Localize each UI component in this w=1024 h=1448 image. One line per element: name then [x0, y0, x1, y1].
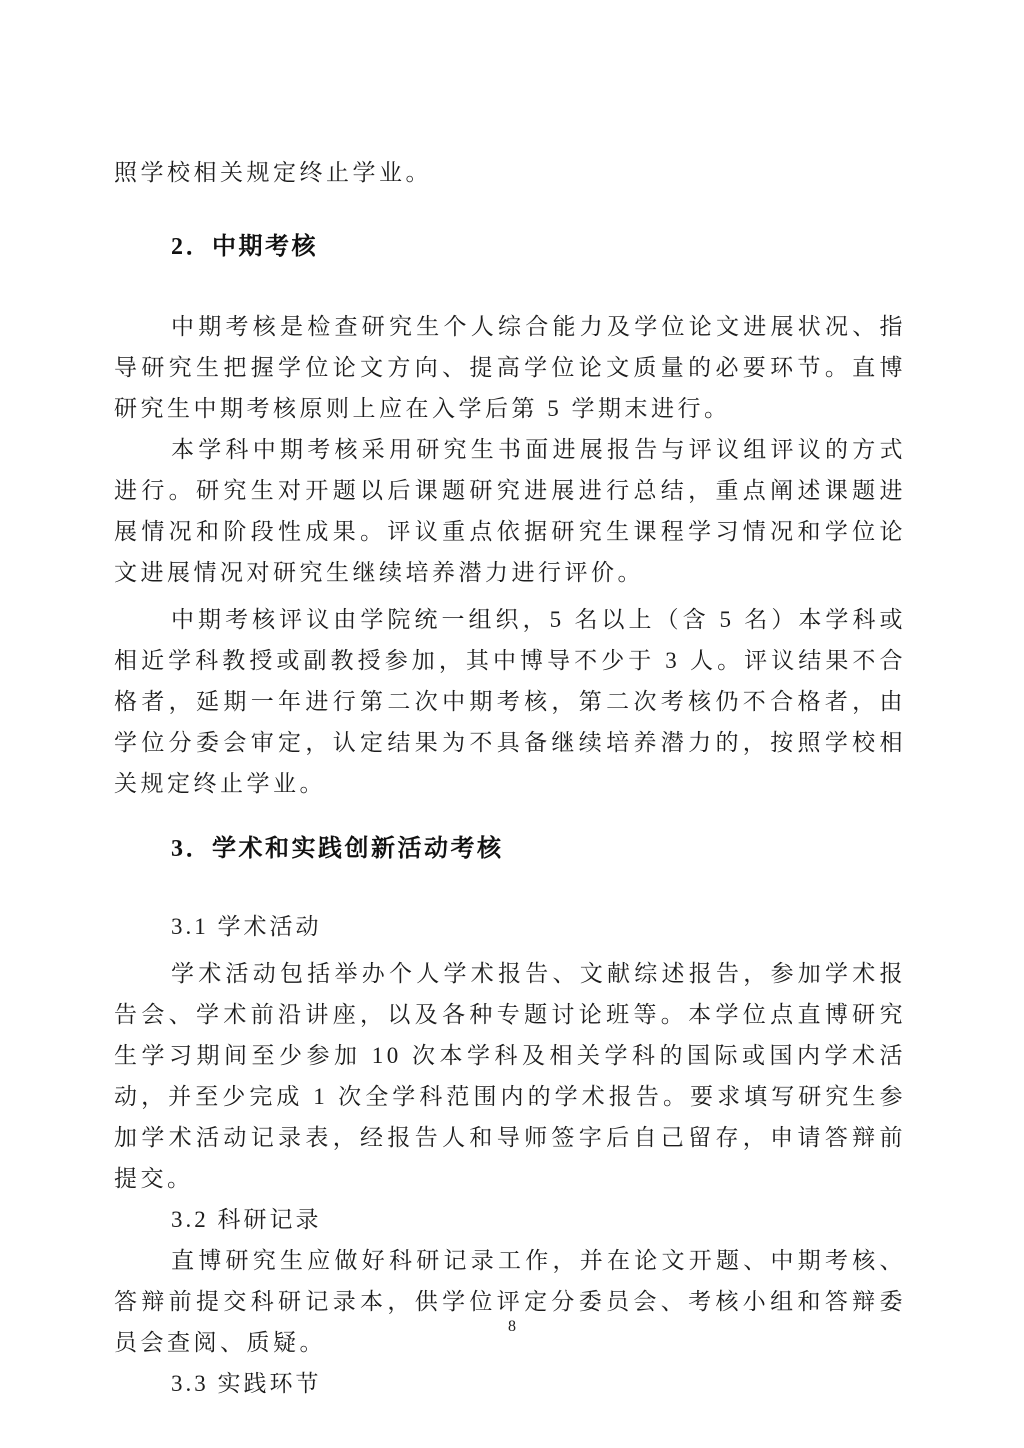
page-content [114, 152, 906, 1404]
section-2-paragraph-1: 中期考核是检查研究生个人综合能力及学位论文进展状况、指导研究生把握学位论文方向、提高学位论文质量的必要环节。直博研究生中期考核原则上应在入学后第 5 学期末进行。 [114, 314, 906, 421]
section-2-heading: 2．中期考核 [171, 234, 318, 260]
subsection-3-2-paragraph: 直博研究生应做好科研记录工作，并在论文开题、中期考核、答辩前提交科研记录本，供学位评定分委员会、考核小组和答辩委员会查阅、质疑。 [114, 1248, 906, 1355]
section-3-heading: 3．学术和实践创新活动考核 [171, 836, 504, 862]
page-footer [0, 1318, 1024, 1336]
continuation-paragraph: 照学校相关规定终止学业。 [114, 160, 432, 185]
subsection-3-2-heading: 3.2 科研记录 [171, 1207, 322, 1232]
subsection-3-1-heading: 3.1 学术活动 [171, 914, 322, 939]
subsection-3-1-paragraph: 学术活动包括举办个人学术报告、文献综述报告，参加学术报告会、学术前沿讲座，以及各种专题讨论班等。本学位点直博研究生学习期间至少参加 10 次本学科及相关学科的国际或国内学术活动，并至少完成 1 次全学科范围内的学术报告。要求填写研究生参加学术活动记录表，经报告人和导师签字后自己留存，申请答辩前提交。 [114, 961, 906, 1191]
page-number: 8 [508, 1318, 516, 1335]
section-2-paragraph-2: 本学科中期考核采用研究生书面进展报告与评议组评议的方式进行。研究生对开题以后课题研究进展进行总结，重点阐述课题进展情况和阶段性成果。评议重点依据研究生课程学习情况和学位论文进展情况对研究生继续培养潜力进行评价。 [114, 437, 906, 585]
section-2-paragraph-3: 中期考核评议由学院统一组织，5 名以上（含 5 名）本学科或相近学科教授或副教授参加，其中博导不少于 3 人。评议结果不合格者，延期一年进行第二次中期考核，第二次考核仍不合格者，由学位分委会审定，认定结果为不具备继续培养潜力的，按照学校相关规定终止学业。 [114, 607, 906, 796]
subsection-3-3-heading: 3.3 实践环节 [171, 1371, 322, 1396]
